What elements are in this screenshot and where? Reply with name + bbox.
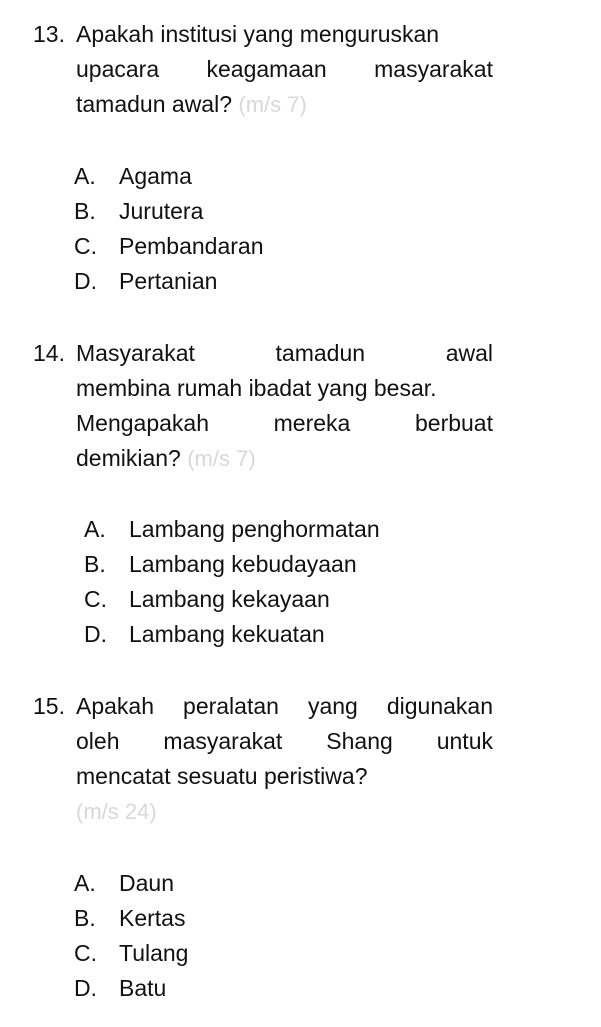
- option-letter: D.: [74, 268, 97, 294]
- option-a[interactable]: [84, 512, 484, 547]
- question-last-line: [33, 441, 493, 476]
- question-15: [33, 689, 493, 829]
- option-letter: B.: [84, 551, 106, 577]
- question-text-line: Apakah institusi yang menguruskan: [76, 21, 440, 47]
- question-text-line: upacara keagamaan masyarakat: [76, 56, 493, 82]
- option-letter: B.: [74, 198, 96, 224]
- option-text: Lambang kebudayaan: [129, 551, 357, 577]
- option-text: Pembandaran: [119, 233, 264, 259]
- options-15: [74, 866, 474, 1006]
- option-text: Kertas: [119, 905, 186, 931]
- question-text-line: membina rumah ibadat yang besar.: [76, 375, 437, 401]
- page-reference: (m/s 7): [238, 92, 307, 117]
- question-number: 15.: [33, 693, 65, 719]
- question-text-line: Apakah peralatan yang digunakan: [76, 693, 493, 719]
- option-text: Lambang kekuatan: [129, 621, 325, 647]
- question-first-line: [33, 336, 493, 371]
- question-last-line: [33, 87, 493, 122]
- question-number: 14.: [33, 340, 65, 366]
- question-ref-line: [33, 794, 493, 829]
- option-d[interactable]: [74, 264, 474, 299]
- option-a[interactable]: [74, 866, 474, 901]
- page-reference: (m/s 7): [187, 446, 256, 471]
- option-letter: C.: [74, 940, 97, 966]
- question-text-line: oleh masyarakat Shang untuk: [76, 728, 493, 754]
- option-text: Agama: [119, 163, 192, 189]
- option-b[interactable]: [74, 194, 474, 229]
- option-b[interactable]: [84, 547, 484, 582]
- option-text: Pertanian: [119, 268, 218, 294]
- question-text-line: tamadun awal?: [76, 91, 232, 117]
- question-text-line: demikian?: [76, 445, 181, 471]
- option-a[interactable]: [74, 159, 474, 194]
- option-c[interactable]: [84, 582, 484, 617]
- option-letter: A.: [74, 163, 96, 189]
- option-text: Lambang penghormatan: [129, 516, 380, 542]
- options-13: [74, 159, 474, 299]
- question-number: 13.: [33, 21, 65, 47]
- option-letter: C.: [84, 586, 107, 612]
- question-text-line: Mengapakah mereka berbuat: [76, 410, 493, 436]
- option-d[interactable]: [84, 617, 484, 652]
- option-letter: A.: [84, 516, 106, 542]
- question-text-line: mencatat sesuatu peristiwa?: [76, 763, 368, 789]
- option-c[interactable]: [74, 229, 474, 264]
- page-reference: (m/s 24): [76, 799, 157, 824]
- option-letter: D.: [74, 975, 97, 1001]
- option-text: Jurutera: [119, 198, 204, 224]
- question-first-line: [33, 689, 493, 724]
- option-text: Daun: [119, 870, 174, 896]
- question-text-line: Masyarakat tamadun awal: [76, 340, 493, 366]
- option-letter: C.: [74, 233, 97, 259]
- option-c[interactable]: [74, 936, 474, 971]
- option-letter: A.: [74, 870, 96, 896]
- options-14: [84, 512, 484, 652]
- option-letter: B.: [74, 905, 96, 931]
- option-d[interactable]: [74, 971, 474, 1006]
- question-first-line: [33, 17, 493, 52]
- question-13: [33, 17, 493, 122]
- option-text: Lambang kekayaan: [129, 586, 330, 612]
- question-14: [33, 336, 493, 476]
- option-letter: D.: [84, 621, 107, 647]
- option-b[interactable]: [74, 901, 474, 936]
- option-text: Tulang: [119, 940, 189, 966]
- option-text: Batu: [119, 975, 167, 1001]
